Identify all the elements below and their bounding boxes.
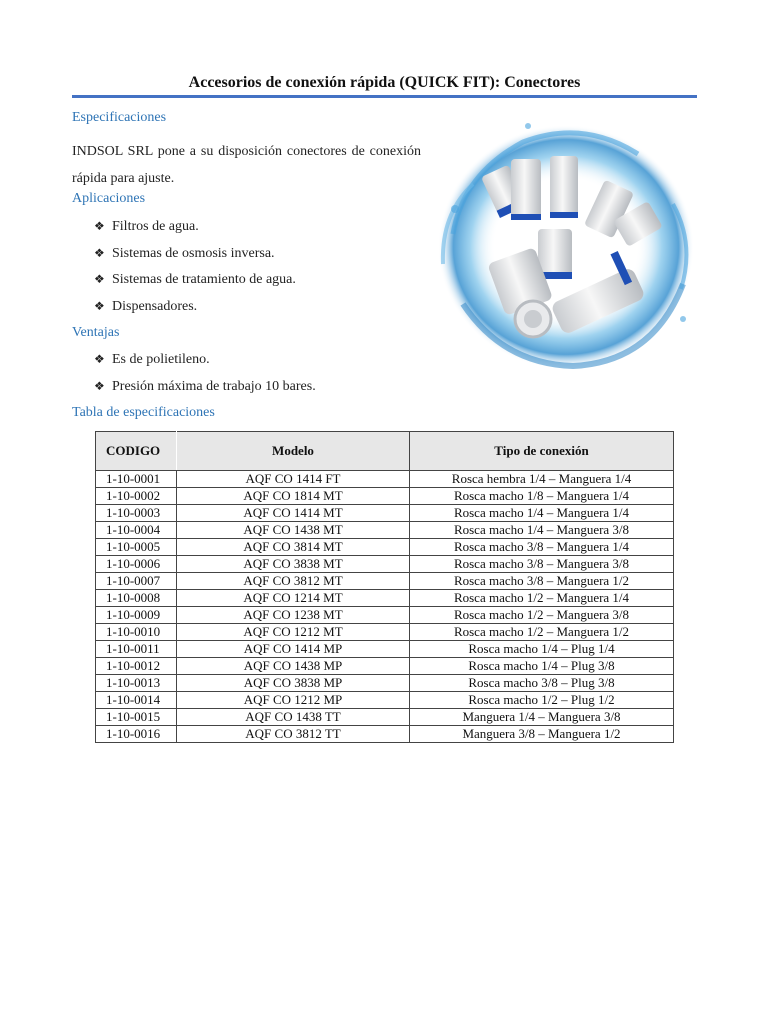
cell-codigo: 1-10-0002 xyxy=(96,488,177,505)
page-title: Accesorios de conexión rápida (QUICK FIT): Conectores xyxy=(188,74,581,91)
connectors-water-splash-image xyxy=(433,114,699,380)
cell-tipo-conexion: Rosca macho 3/8 – Manguera 1/4 xyxy=(410,539,674,556)
cell-modelo: AQF CO 1214 MT xyxy=(177,590,410,607)
heading-ventajas: Ventajas xyxy=(72,325,120,340)
diamond-bullet-icon: ❖ xyxy=(94,272,105,287)
diamond-bullet-icon: ❖ xyxy=(94,378,105,393)
diamond-bullet-icon: ❖ xyxy=(94,245,105,260)
cell-modelo: AQF CO 1438 TT xyxy=(177,709,410,726)
cell-codigo: 1-10-0003 xyxy=(96,505,177,522)
diamond-bullet-icon: ❖ xyxy=(94,352,105,366)
table-row xyxy=(96,471,674,488)
cell-codigo: 1-10-0015 xyxy=(96,709,177,726)
cell-tipo-conexion: Rosca macho 1/4 – Plug 3/8 xyxy=(410,658,674,675)
table-row xyxy=(96,505,674,522)
table-row xyxy=(96,709,674,726)
table-row xyxy=(96,675,674,692)
cell-codigo: 1-10-0005 xyxy=(96,539,177,556)
cell-modelo: AQF CO 3812 MT xyxy=(177,573,410,590)
column-header-modelo: Modelo xyxy=(177,432,410,471)
cell-modelo: AQF CO 1212 MP xyxy=(177,692,410,709)
heading-aplicaciones: Aplicaciones xyxy=(72,191,146,206)
list-item-text: Sistemas de osmosis inversa. xyxy=(112,245,275,261)
list-item-text: Sistemas de tratamiento de agua. xyxy=(112,272,296,288)
cell-modelo: AQF CO 1414 FT xyxy=(177,471,410,488)
column-header-tipo-conexion: Tipo de conexión xyxy=(410,432,674,471)
cell-tipo-conexion: Rosca hembra 1/4 – Manguera 1/4 xyxy=(410,471,674,488)
heading-especificaciones: Especificaciones xyxy=(72,110,167,125)
cell-tipo-conexion: Rosca macho 1/8 – Manguera 1/4 xyxy=(410,488,674,505)
cell-tipo-conexion: Rosca macho 3/8 – Manguera 3/8 xyxy=(410,556,674,573)
table-row xyxy=(96,624,674,641)
cell-codigo: 1-10-0009 xyxy=(96,607,177,624)
cell-codigo: 1-10-0013 xyxy=(96,675,177,692)
cell-codigo: 1-10-0006 xyxy=(96,556,177,573)
cell-codigo: 1-10-0014 xyxy=(96,692,177,709)
cell-tipo-conexion: Rosca macho 1/4 – Manguera 1/4 xyxy=(410,505,674,522)
list-item-text: Filtros de agua. xyxy=(112,219,199,234)
cell-modelo: AQF CO 1414 MP xyxy=(177,641,410,658)
cell-tipo-conexion: Rosca macho 3/8 – Manguera 1/2 xyxy=(410,573,674,590)
cell-codigo: 1-10-0001 xyxy=(96,471,177,488)
cell-modelo: AQF CO 1212 MT xyxy=(177,624,410,641)
list-item xyxy=(94,373,316,400)
heading-tabla: Tabla de especificaciones xyxy=(72,405,215,420)
cell-modelo: AQF CO 3838 MT xyxy=(177,556,410,573)
list-item xyxy=(94,213,296,240)
cell-tipo-conexion: Manguera 1/4 – Manguera 3/8 xyxy=(410,709,674,726)
cell-modelo: AQF CO 3812 TT xyxy=(177,726,410,743)
table-row xyxy=(96,607,674,624)
cell-codigo: 1-10-0007 xyxy=(96,573,177,590)
list-item-text: Dispensadores. xyxy=(112,298,198,314)
cell-tipo-conexion: Rosca macho 1/2 – Manguera 1/2 xyxy=(410,624,674,641)
table-row xyxy=(96,556,674,573)
cell-codigo: 1-10-0011 xyxy=(96,641,177,658)
cell-tipo-conexion: Rosca macho 1/2 – Manguera 1/4 xyxy=(410,590,674,607)
cell-modelo: AQF CO 1414 MT xyxy=(177,505,410,522)
cell-codigo: 1-10-0016 xyxy=(96,726,177,743)
cell-tipo-conexion: Rosca macho 1/4 – Manguera 3/8 xyxy=(410,522,674,539)
ventajas-list xyxy=(94,346,316,399)
cell-modelo: AQF CO 1438 MP xyxy=(177,658,410,675)
table-row xyxy=(96,641,674,658)
list-item xyxy=(94,266,296,293)
table-row xyxy=(96,573,674,590)
table-row xyxy=(96,488,674,505)
table-row xyxy=(96,539,674,556)
list-item-text: Presión máxima de trabajo 10 bares. xyxy=(112,378,316,394)
cell-tipo-conexion: Rosca macho 1/2 – Manguera 3/8 xyxy=(410,607,674,624)
cell-modelo: AQF CO 1238 MT xyxy=(177,607,410,624)
cell-modelo: AQF CO 1814 MT xyxy=(177,488,410,505)
table-header-row xyxy=(96,432,674,471)
table-row xyxy=(96,590,674,607)
cell-codigo: 1-10-0012 xyxy=(96,658,177,675)
table-row xyxy=(96,658,674,675)
list-item-text: Es de polietileno. xyxy=(112,352,210,367)
diamond-bullet-icon: ❖ xyxy=(94,219,105,233)
table-row xyxy=(96,522,674,539)
aplicaciones-list xyxy=(94,213,296,319)
specifications-table xyxy=(95,431,674,743)
cell-codigo: 1-10-0010 xyxy=(96,624,177,641)
cell-modelo: AQF CO 1438 MT xyxy=(177,522,410,539)
column-header-codigo: CODIGO xyxy=(96,432,177,471)
title-underline xyxy=(72,95,697,98)
cell-modelo: AQF CO 3838 MP xyxy=(177,675,410,692)
cell-codigo: 1-10-0008 xyxy=(96,590,177,607)
cell-tipo-conexion: Rosca macho 1/2 – Plug 1/2 xyxy=(410,692,674,709)
cell-tipo-conexion: Rosca macho 3/8 – Plug 3/8 xyxy=(410,675,674,692)
especificaciones-text: INDSOL SRL pone a su disposición conectores de conexión rápida para ajuste. xyxy=(72,144,421,186)
table-row xyxy=(96,692,674,709)
cell-codigo: 1-10-0004 xyxy=(96,522,177,539)
cell-modelo: AQF CO 3814 MT xyxy=(177,539,410,556)
list-item xyxy=(94,346,316,373)
diamond-bullet-icon: ❖ xyxy=(94,298,105,313)
table-body xyxy=(96,471,674,743)
list-item xyxy=(94,240,296,267)
table-row xyxy=(96,726,674,743)
cell-tipo-conexion: Manguera 3/8 – Manguera 1/2 xyxy=(410,726,674,743)
list-item xyxy=(94,293,296,320)
cell-tipo-conexion: Rosca macho 1/4 – Plug 1/4 xyxy=(410,641,674,658)
